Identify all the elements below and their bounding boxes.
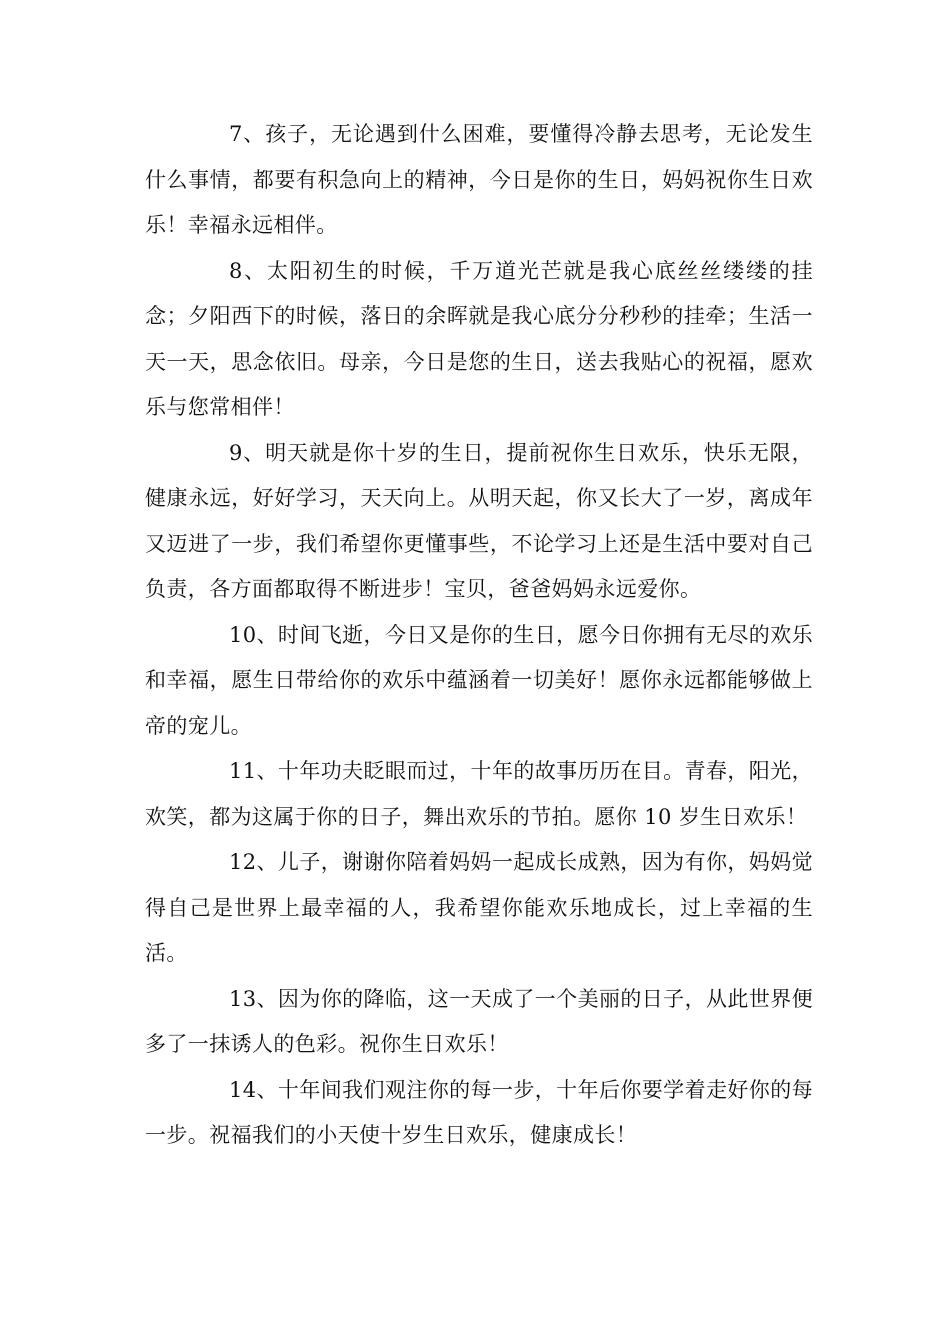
paragraph-10: 10、时间飞逝，今日又是你的生日，愿今日你拥有无尽的欢乐和幸福，愿生日带给你的欢乐中蕴涵着一切美好！愿你永远都能够做上帝的宠儿。 (145, 622, 813, 738)
paragraph-8: 8、太阳初生的时候，千万道光芒就是我心底丝丝缕缕的挂念；夕阳西下的时候，落日的余晖就是我心底分分秒秒的挂牵；生活一天一天，思念依旧。母亲，今日是您的生日，送去我贴心的祝福，愿欢乐与您常相伴！ (145, 258, 813, 419)
paragraph-9: 9、明天就是你十岁的生日，提前祝你生日欢乐，快乐无限，健康永远，好好学习，天天向上。从明天起，你又长大了一岁，离成年又迈进了一步，我们希望你更懂事些，不论学习上还是生活中要对自己负责，各方面都取得不断进步！宝贝，爸爸妈妈永远爱你。 (145, 440, 813, 601)
paragraph-14: 14、十年间我们观注你的每一步，十年后你要学着走好你的每一步。祝福我们的小天使十岁生日欢乐，健康成长！ (145, 1077, 813, 1147)
paragraph-7: 7、孩子，无论遇到什么困难，要懂得冷静去思考，无论发生什么事情，都要有积急向上的精神，今日是你的生日，妈妈祝你生日欢乐！幸福永远相伴。 (145, 122, 813, 237)
paragraph-11: 11、十年功夫眨眼而过，十年的故事历历在目。青春，阳光，欢笑，都为这属于你的日子，舞出欢乐的节拍。愿你 10 岁生日欢乐！ (145, 759, 813, 829)
document-body (145, 112, 813, 1159)
paragraph-13: 13、因为你的降临，这一天成了一个美丽的日子，从此世界便多了一抹诱人的色彩。祝你生日欢乐！ (145, 986, 813, 1056)
paragraph-12: 12、儿子，谢谢你陪着妈妈一起成长成熟，因为有你，妈妈觉得自己是世界上最幸福的人，我希望你能欢乐地成长，过上幸福的生活。 (145, 850, 813, 965)
